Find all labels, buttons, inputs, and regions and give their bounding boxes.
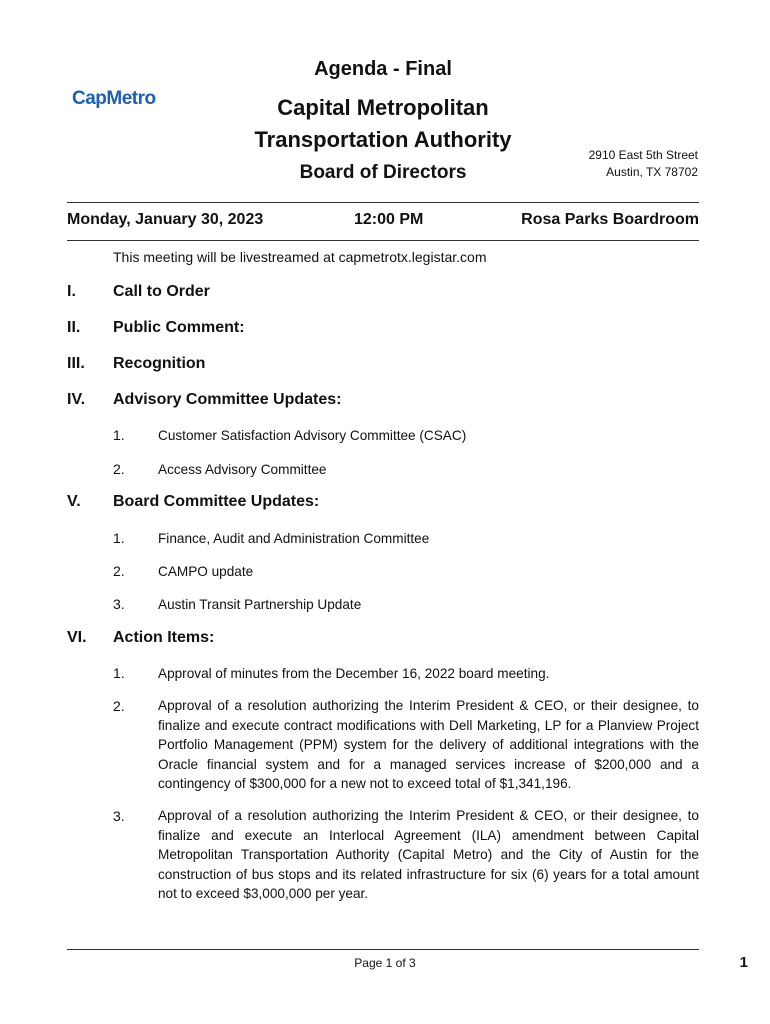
board-title: Board of Directors: [299, 162, 467, 183]
capmetro-logo: CapMetro: [72, 88, 156, 109]
list-item: CAMPO update: [158, 564, 254, 579]
section-title: Board Committee Updates:: [113, 493, 320, 510]
item-number: 2.: [113, 698, 125, 714]
list-item: Approval of minutes from the December 16, 2022 board meeting.: [158, 666, 550, 681]
address-line1: 2910 East 5th Street: [588, 148, 698, 162]
list-item: Finance, Audit and Administration Committee: [158, 531, 430, 546]
section-title: Action Items:: [113, 629, 215, 646]
list-item: Customer Satisfaction Advisory Committee (CSAC): [158, 428, 467, 443]
agenda-title: Agenda - Final: [314, 58, 452, 80]
item-number: 3.: [113, 596, 125, 612]
section-title: Recognition: [113, 355, 206, 372]
item-number: 1.: [113, 665, 125, 681]
list-item: Approval of a resolution authorizing the Interim President & CEO, or their designee, to finalize and execute contract modifications with Dell Marketing, LP for a Planview Project Portfolio Management (PPM) system for the delivery of additional integrations with the Oracle financial system and for a managed services increase of $200,000 and a contingency of $300,000 for a new not to exceed total of $1,341,196.: [158, 698, 699, 791]
item-number: 3.: [113, 808, 125, 824]
footer-divider: [67, 949, 699, 950]
livestream-note: This meeting will be livestreamed at capmetrotx.legistar.com: [113, 249, 487, 265]
item-number: 2.: [113, 461, 125, 477]
meeting-time: 12:00 PM: [354, 211, 424, 228]
section-title: Advisory Committee Updates:: [113, 391, 342, 408]
meeting-location: Rosa Parks Boardroom: [521, 211, 699, 228]
page-footer: Page 1 of 3: [354, 956, 416, 970]
header-divider-top: [67, 202, 699, 203]
section-number: II.: [67, 319, 81, 336]
section-title: Public Comment:: [113, 319, 245, 336]
section-number: I.: [67, 283, 76, 300]
section-number: IV.: [67, 391, 86, 408]
list-item: Austin Transit Partnership Update: [158, 597, 362, 612]
header-divider-bottom: [67, 240, 699, 241]
organization-title-line2: Transportation Authority: [254, 127, 512, 152]
section-number: III.: [67, 355, 85, 372]
organization-title-line1: Capital Metropolitan: [277, 95, 489, 120]
address-block: [589, 147, 698, 181]
section-number: V.: [67, 493, 81, 510]
section-title: Call to Order: [113, 283, 210, 300]
list-item: Access Advisory Committee: [158, 462, 327, 477]
item-number: 1.: [113, 530, 125, 546]
address-line2: Austin, TX 78702: [606, 165, 698, 179]
item-number: 1.: [113, 427, 125, 443]
list-item: Approval of a resolution authorizing the Interim President & CEO, or their designee, to finalize and execute an Interlocal Agreement (ILA) amendment between Capital Metropolitan Transportation Authority (Capital Metro) and the City of Austin for the construction of bus stops and its related infrastructure for six (6) years for a total amount not to exceed $3,000,000 per year.: [158, 808, 699, 901]
section-number: VI.: [67, 629, 87, 646]
page-number-corner: 1: [739, 954, 748, 971]
meeting-date: Monday, January 30, 2023: [67, 211, 264, 228]
item-number: 2.: [113, 563, 125, 579]
